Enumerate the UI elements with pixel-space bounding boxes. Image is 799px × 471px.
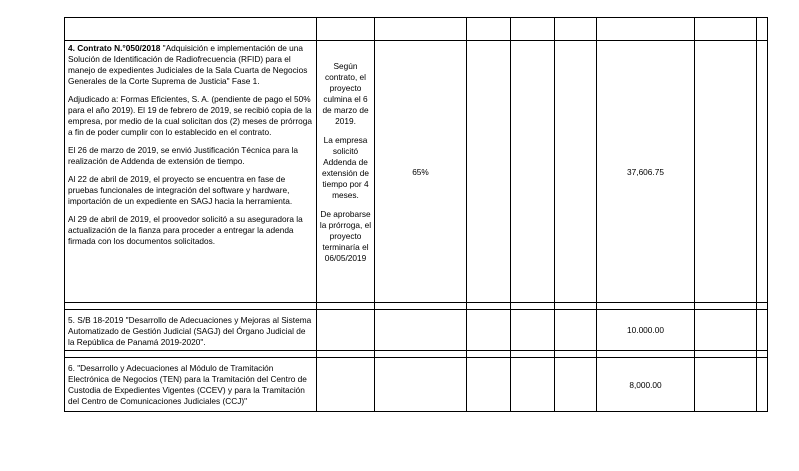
cell <box>317 303 375 310</box>
cell <box>511 358 555 412</box>
cell <box>555 41 597 303</box>
project-paragraph: Al 22 de abril de 2019, el proyecto se encuentra en fase de pruebas funcionales de integración del software y hardware, importación de un expediente en SAGJ hacia la herramienta. <box>68 174 293 206</box>
table-row <box>65 358 768 412</box>
project-title: 6. "Desarrollo y Adecuaciones al Módulo de Tramitación Electrónica de Negocios (TEN) para la Tramitación del Centro de Custodia de Expedientes Vigentes (CCEV) y para la Tramitación del Centro de Comunicaciones Judiciales (CCJ)" <box>68 363 307 406</box>
status-cell <box>317 41 375 303</box>
cell <box>555 351 597 358</box>
project-title <box>68 43 312 87</box>
cell <box>375 303 467 310</box>
project-description-cell <box>65 358 317 412</box>
table-row-spacer <box>65 303 768 310</box>
cell <box>317 310 375 351</box>
cell <box>555 310 597 351</box>
cell <box>757 303 768 310</box>
projects-table <box>64 17 768 412</box>
table-row <box>65 41 768 303</box>
cell <box>695 41 757 303</box>
cell <box>757 351 768 358</box>
project-description-cell <box>65 41 317 303</box>
cell <box>695 358 757 412</box>
cell <box>695 18 757 41</box>
cell <box>511 310 555 351</box>
cell <box>467 310 511 351</box>
project-description-cell <box>65 310 317 351</box>
cell <box>511 303 555 310</box>
cell <box>757 310 768 351</box>
cell <box>467 358 511 412</box>
cell <box>65 303 317 310</box>
cell <box>555 18 597 41</box>
cell <box>597 303 695 310</box>
percent-cell: 65% <box>375 41 467 303</box>
cell <box>757 41 768 303</box>
cell <box>317 358 375 412</box>
contract-number: 4. Contrato N.°050/2018 <box>68 43 161 53</box>
project-title: 5. S/B 18-2019 "Desarrollo de Adecuaciones y Mejoras al Sistema Automatizado de Gestión Judicial (SAGJ) del Órgano Judicial de la República de Panamá 2019-2020". <box>68 315 312 347</box>
cell <box>695 310 757 351</box>
cell <box>511 41 555 303</box>
cell <box>511 18 555 41</box>
cell <box>467 351 511 358</box>
cell <box>695 303 757 310</box>
cell <box>597 351 695 358</box>
cell <box>555 303 597 310</box>
status-paragraph: De aprobarse la prórroga, el proyecto terminaría el 06/05/2019 <box>319 209 372 263</box>
cell <box>757 18 768 41</box>
amount-cell: 8,000.00 <box>597 358 695 412</box>
project-paragraph: Adjudicado a: Formas Eficientes, S. A. (pendiente de pago el 50% para el año 2019). El 19 de febrero de 2019, se recibió copia de la empresa, por medio de la cual solicitan dos (2) meses de prórroga a fin de poder cumplir con lo establecido en el contrato. <box>68 94 312 137</box>
cell <box>467 41 511 303</box>
amount-cell: 37,606.75 <box>597 41 695 303</box>
table-row <box>65 310 768 351</box>
status-paragraph: La empresa solicitó Addenda de extensión de tiempo por 4 meses. <box>321 135 370 200</box>
cell <box>65 18 317 41</box>
table-row-spacer <box>65 351 768 358</box>
cell <box>375 18 467 41</box>
cell <box>555 358 597 412</box>
cell <box>317 351 375 358</box>
cell <box>375 351 467 358</box>
project-paragraph: Al 29 de abril de 2019, el proovedor solicitó a su aseguradora la actualización de la fianza para proceder a entregar la adenda firmada con los documentos solicitados. <box>68 214 303 246</box>
cell <box>695 351 757 358</box>
cell <box>467 303 511 310</box>
project-paragraph: El 26 de marzo de 2019, se envió Justificación Técnica para la realización de Addenda de extensión de tiempo. <box>68 145 298 166</box>
amount-cell: 10.000.00 <box>597 310 695 351</box>
cell <box>511 351 555 358</box>
table-row-top <box>65 18 768 41</box>
cell <box>65 351 317 358</box>
cell <box>467 18 511 41</box>
status-paragraph: Según contrato, el proyecto culmina el 6 de marzo de 2019. <box>322 61 369 126</box>
cell <box>375 310 467 351</box>
project-title-text: "Adquisición e implementación de una Solución de Identificación de Radiofrecuencia (RFID) para el manejo de expedientes Judiciales de la Sala Cuarta de Negocios Generales de la Corte Suprema de Justicia" Fase 1. <box>68 43 308 86</box>
cell <box>375 358 467 412</box>
cell <box>597 18 695 41</box>
cell <box>757 358 768 412</box>
cell <box>317 18 375 41</box>
